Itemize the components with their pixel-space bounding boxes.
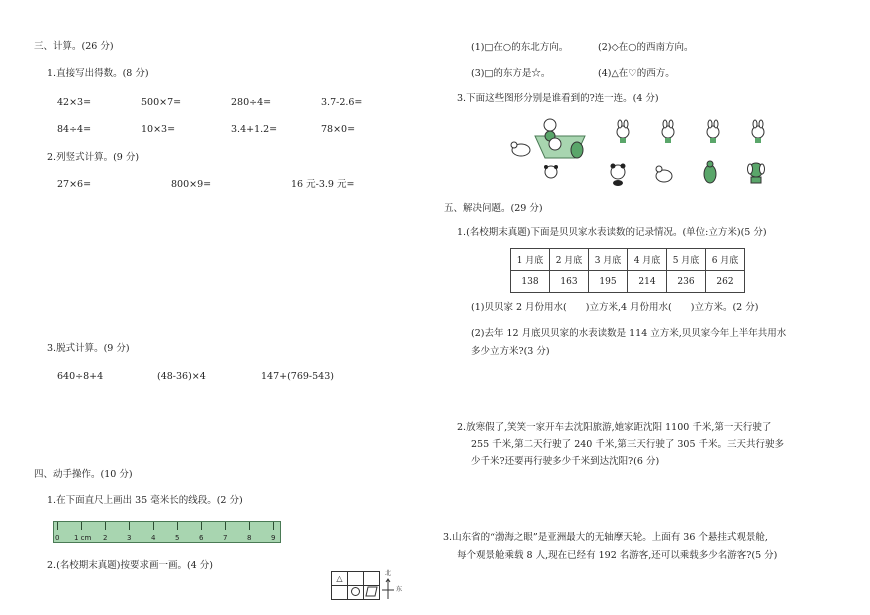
fill-item-3: (3)□的东方是☆。	[471, 68, 551, 79]
table-cell: 163	[550, 271, 589, 293]
ruler-tick	[201, 522, 202, 530]
drawing-grid[interactable]	[331, 571, 380, 600]
q4-1-title: 1.在下面直尺上画出 35 毫米长的线段。(2 分)	[47, 495, 243, 506]
ruler-tick	[249, 522, 250, 530]
mental-math-item: 84÷4=	[57, 124, 92, 135]
table-cell: 138	[511, 271, 550, 293]
q5-2-line1: 2.放寒假了,笑笑一家开车去沈阳旅游,她家距沈阳 1100 千米,第一天行驶了	[457, 422, 772, 433]
ruler-tick	[273, 522, 274, 530]
step-calc-item: 147+(769-543)	[261, 371, 334, 382]
vertical-calc-item: 27×6=	[57, 179, 92, 190]
table-cell: 262	[706, 271, 745, 293]
compass-north-label: 北	[385, 570, 392, 577]
ruler-tick	[153, 522, 154, 530]
view-rabbit-back-icon	[662, 120, 674, 143]
water-meter-table	[510, 248, 745, 293]
view-rabbit-front-icon	[617, 120, 629, 143]
ruler-label: 2	[103, 534, 108, 542]
view-rabbit-top-icon	[752, 120, 764, 143]
scene-group	[511, 119, 585, 178]
view-chicken-icon	[656, 166, 672, 182]
mental-math-item: 3.7-2.6=	[321, 97, 363, 108]
table-header-row	[511, 249, 745, 271]
q5-2-line2: 255 千米,第二天行驶了 240 千米,第三天行驶了 305 千米。三天共行驶多	[471, 439, 785, 450]
q3-matching-title: 3.下面这些图形分别是谁看到的?连一连。(4 分)	[457, 93, 659, 104]
ruler-label: 3	[127, 534, 132, 542]
ruler-label: 6	[199, 534, 204, 542]
ruler-tick	[57, 522, 58, 530]
q5-1-title: 1.(名校期末真题)下面是贝贝家水表读数的记录情况。(单位:立方米)(5 分)	[457, 227, 767, 238]
rabbit-icon	[544, 119, 556, 131]
mental-math-item: 500×7=	[141, 97, 182, 108]
compass-east-label: 东	[396, 586, 403, 593]
section-3-title: 三、计算。(26 分)	[34, 41, 114, 52]
grid-cell	[364, 586, 380, 600]
ruler-label: 9	[271, 534, 276, 542]
fill-item-1: (1)□在○的东北方向。	[471, 42, 569, 53]
table-cell: 236	[667, 271, 706, 293]
table-header-cell: 2 月底	[550, 249, 589, 271]
table-row	[511, 271, 745, 293]
fill-item-4: (4)△在♡的西方。	[598, 68, 675, 79]
section-5-title: 五、解决问题。(29 分)	[444, 203, 543, 214]
q3-2-title: 2.列竖式计算。(9 分)	[47, 152, 140, 163]
circle-icon	[350, 586, 361, 597]
ruler-label: 1 cm	[74, 534, 92, 542]
table-header-cell: 5 月底	[667, 249, 706, 271]
table-cell: 195	[589, 271, 628, 293]
q5-2-line3: 少千米?还要再行驶多少千米到达沈阳?(6 分)	[471, 456, 660, 467]
q5-1-sub2-line1: (2)去年 12 月底贝贝家的水表读数是 114 立方米,贝贝家今年上半年共用水	[471, 328, 787, 339]
view-bottom-row	[611, 161, 765, 186]
step-calc-item: 640÷8+4	[57, 371, 104, 382]
q5-3-line2: 每个观景舱乘载 8 人,现在已经有 192 名游客,还可以乘载多少名游客?(5 分)	[457, 550, 778, 561]
grid-cell	[348, 586, 364, 600]
view-top-row	[617, 120, 764, 143]
section-4-title: 四、动手操作。(10 分)	[34, 469, 133, 480]
table-header-cell: 4 月底	[628, 249, 667, 271]
ruler[interactable]	[53, 521, 281, 543]
table-header-cell: 6 月底	[706, 249, 745, 271]
q5-1-sub2-line2: 多少立方米?(3 分)	[471, 346, 550, 357]
ruler-tick	[105, 522, 106, 530]
ruler-label: 8	[247, 534, 252, 542]
ruler-tick	[81, 522, 82, 530]
vertical-calc-item: 16 元-3.9 元=	[291, 179, 355, 190]
ruler-label: 7	[223, 534, 228, 542]
ruler-tick	[225, 522, 226, 530]
ruler-tick	[129, 522, 130, 530]
grid-cell	[364, 572, 380, 586]
mental-math-item: 78×0=	[321, 124, 356, 135]
mental-math-item: 3.4+1.2=	[231, 124, 278, 135]
mental-math-item: 280÷4=	[231, 97, 272, 108]
fill-item-2: (2)◇在○的西南方向。	[598, 42, 694, 53]
q3-1-title: 1.直接写出得数。(8 分)	[47, 68, 149, 79]
q3-3-title: 3.脱式计算。(9 分)	[47, 343, 130, 354]
matching-illustration	[505, 116, 775, 192]
q5-3-line1: 3.山东省的“渤海之眼”是亚洲最大的无轴摩天轮。上面有 36 个悬挂式观景舱,	[443, 532, 768, 543]
bear-icon	[549, 138, 561, 150]
compass	[381, 571, 411, 601]
mental-math-item: 42×3=	[57, 97, 92, 108]
parallelogram-icon	[365, 586, 378, 597]
view-dog-icon	[748, 163, 765, 183]
step-calc-item: (48-36)×4	[157, 371, 206, 382]
vertical-calc-item: 800×9=	[171, 179, 212, 190]
table-cell: 214	[628, 271, 667, 293]
ruler-label: 5	[175, 534, 180, 542]
table-header-cell: 1 月底	[511, 249, 550, 271]
q5-1-sub1: (1)贝贝家 2 月份用水( )立方米,4 月份用水( )立方米。(2 分)	[471, 302, 759, 313]
view-rabbit-side-icon	[707, 120, 719, 143]
ruler-label: 4	[151, 534, 156, 542]
ruler-label: 0	[55, 534, 60, 542]
table-header-cell: 3 月底	[589, 249, 628, 271]
ruler-tick	[177, 522, 178, 530]
view-duck-icon	[704, 161, 716, 183]
mental-math-item: 10×3=	[141, 124, 176, 135]
grid-cell	[332, 586, 348, 600]
grid-cell	[348, 572, 364, 586]
duck-icon	[571, 142, 583, 158]
q4-2-title: 2.(名校期末真题)按要求画一画。(4 分)	[47, 560, 213, 571]
view-panda-icon	[611, 164, 626, 187]
grid-cell: △	[332, 572, 348, 586]
